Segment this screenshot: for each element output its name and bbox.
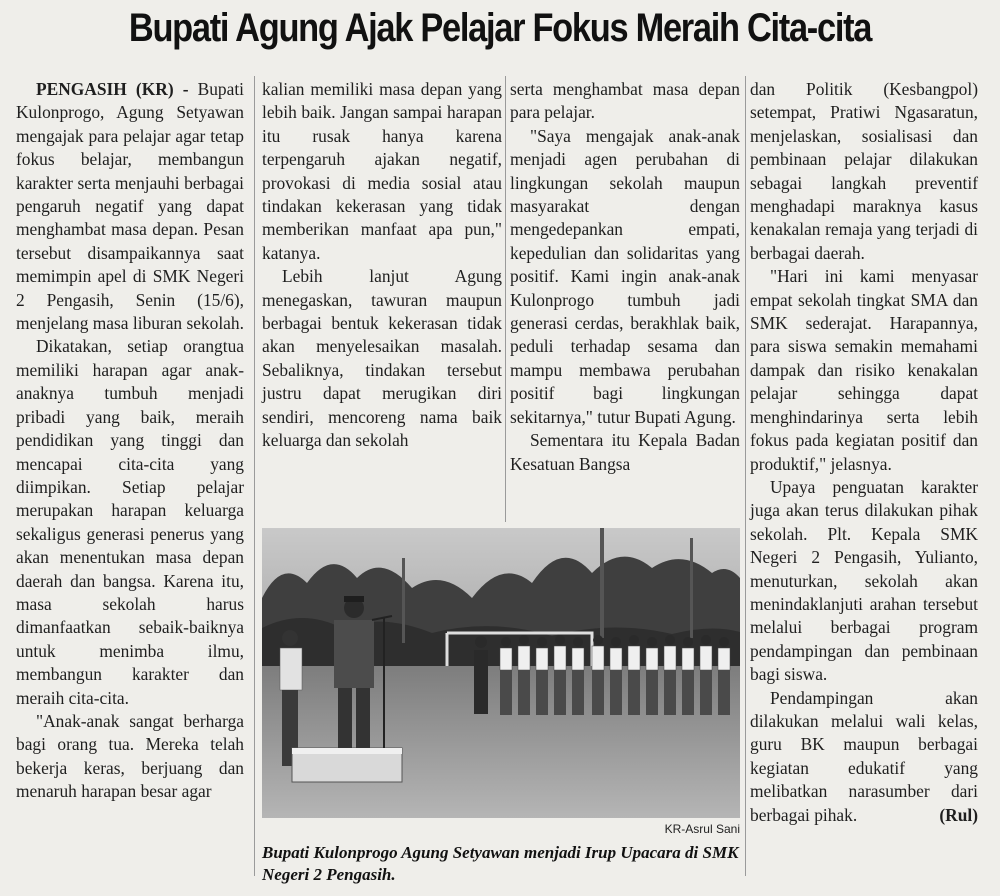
photo-caption: Bupati Kulonprogo Agung Setyawan menjadi Irup Upacara di SMK Negeri 2 Pengasih. <box>262 843 739 884</box>
paragraph: Lebih lanjut Agung menegaskan, tawuran maupun berbagai bentuk kekerasan tidak akan menyelesaikan masalah. Sebaliknya, tindakan tersebut justru dapat merugikan diri sendiri, mencoreng nama baik keluarga dan sekolah <box>262 266 502 451</box>
paragraph: serta menghambat masa depan para pelajar. <box>510 79 740 123</box>
paragraph: Pendampingan akan dilakukan melalui wali kelas, guru BK maupun berbagai kegiatan edukatif yang melibatkan narasumber dari berbagai pihak. (Rul) <box>750 687 978 827</box>
signature: (Rul) <box>939 804 978 825</box>
paragraph: Dikatakan, setiap orangtua memiliki harapan agar anak-anaknya tumbuh menjadi pribadi yang baik, meraih pendidikan yang tinggi dan mencapai cita-cita yang diimpikan. Setiap pelajar merupakan harapan keluarga sekaligus generasi penerus yang akan menentukan masa depan daerah dan bangsa. Karena itu, masa sekolah harus dimanfaatkan sebaik-baiknya untuk menimba ilmu, membangun karakter dan meraih cita-cita. <box>16 336 244 708</box>
article-column-2 <box>262 78 502 453</box>
article-column-1 <box>16 78 244 804</box>
column-rule <box>745 76 746 876</box>
paragraph: "Saya mengajak anak-anak menjadi agen perubahan di lingkungan sekolah maupun masyarakat dengan mengedepankan empati, kepedulian dan solidaritas yang positif. Kami ingin anak-anak Kulonprogo tumbuh jadi generasi cerdas, berakhlak baik, peduli terhadap sesama dan mampu membawa perubahan positif bagi lingkungan sekitarnya," tutur Bupati Agung. <box>510 125 740 427</box>
news-photo <box>262 528 740 818</box>
ceremony-photo-illustration <box>262 528 740 818</box>
photo-credit: KR-Asrul Sani <box>664 822 740 836</box>
paragraph: "Anak-anak sangat berharga bagi orang tua. Mereka telah bekerja keras, berjuang dan menaruh harapan besar agar <box>16 710 244 802</box>
dateline: PENGASIH (KR) - <box>36 79 189 99</box>
paragraph: Sementara itu Kepala Badan Kesatuan Bangsa <box>510 430 740 474</box>
article-column-4 <box>750 78 978 827</box>
article-column-3 <box>510 78 740 476</box>
paragraph: kalian memiliki masa depan yang lebih baik. Jangan sampai harapan itu rusak hanya karena terpengaruh ajakan negatif, provokasi di media sosial atau tindakan kekerasan yang tidak memberikan manfaat apa pun," katanya. <box>262 79 502 263</box>
column-rule <box>505 76 506 522</box>
paragraph: "Hari ini kami menyasar empat sekolah tingkat SMA dan SMK sederajat. Harapannya, para siswa semakin memahami dampak dan risiko kenakalan pelajar sehingga dapat menghindarinya serta lebih fokus pada kegiatan positif dan produktif," jelasnya. <box>750 266 978 474</box>
paragraph: PENGASIH (KR) - Bupati Kulonprogo, Agung Setyawan mengajak para pelajar agar tetap fokus belajar, membangun karakter serta menjauhi berbagai pengaruh negatif yang dapat menghambat masa depan. Pesan tersebut disampaikannya saat memimpin apel di SMK Negeri 2 Pengasih, Senin (15/6), menjelang masa liburan sekolah. <box>16 79 244 334</box>
paragraph: Upaya penguatan karakter juga akan terus dilakukan pihak sekolah. Plt. Kepala SMK Negeri 2 Pengasih, Yulianto, menuturkan, sekolah akan menindaklanjuti arahan tersebut melalui berbagai program pendampingan dan pembinaan bagi siswa. <box>750 476 978 685</box>
column-rule <box>254 76 255 876</box>
headline: Bupati Agung Ajak Pelajar Fokus Meraih Cita-cita <box>128 6 872 50</box>
paragraph: dan Politik (Kesbangpol) setempat, Pratiwi Ngasaratun, menjelaskan, sosialisasi dan pembinaan pelajar dilakukan sebagai langkah preventif menghadapi maraknya kasus kenakalan remaja yang terjadi di berbagai daerah. <box>750 79 978 263</box>
